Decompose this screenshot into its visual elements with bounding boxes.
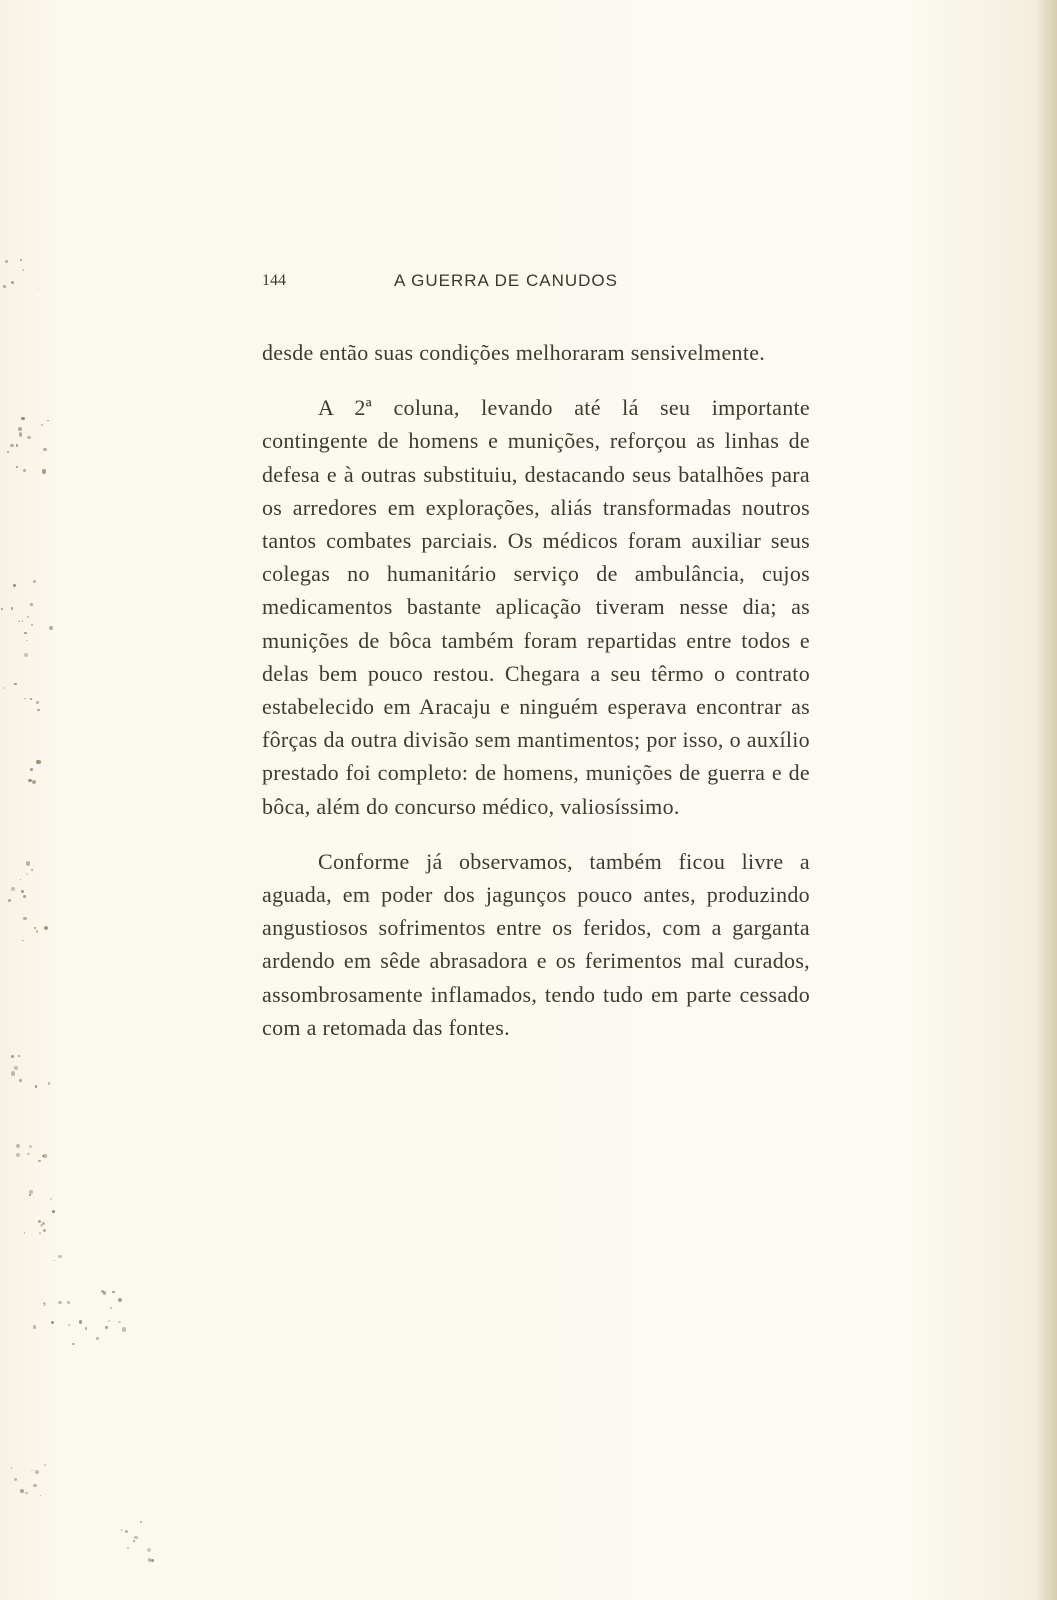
running-header (262, 266, 802, 296)
foxing-speck (3, 687, 5, 689)
foxing-speck (24, 1232, 26, 1234)
foxing-speck (47, 420, 49, 422)
foxing-speck (44, 926, 48, 930)
foxing-speck (42, 469, 46, 473)
foxing-speck (38, 1160, 41, 1163)
foxing-speck (48, 1082, 51, 1085)
foxing-speck (58, 1301, 62, 1305)
foxing-speck (28, 779, 32, 783)
foxing-speck (26, 861, 30, 865)
foxing-speck (33, 1325, 36, 1328)
foxing-speck (31, 1470, 33, 1472)
foxing-speck (40, 1495, 42, 1497)
foxing-speck (24, 653, 28, 657)
foxing-speck (29, 1145, 32, 1148)
paragraph-second-column: A 2ª coluna, levando até lá seu importante contingente de homens e munições, reforçou as linhas de defesa e à outras substituiu, destacando seus batalhões para os arredores em explorações, aliás transformadas noutros tantos combates parciais. Os médicos foram auxiliar seus colegas no humanitário serviço de ambulância, cujos medicamentos bastante aplicação tiveram nesse dia; as munições de bôca também foram repartidas entre todos e delas bem pouco restou. Chegara a seu têrmo o contrato estabelecido em Aracaju e ninguém esperava encontrar as fôrças da outra divisão sem mantimentos; por isso, o auxílio prestado foi completo: de homens, munições de guerra e de bôca, além do concurso médico, valiosíssimo. (262, 395, 810, 819)
foxing-speck (122, 1327, 126, 1331)
foxing-speck (133, 1540, 135, 1542)
foxing-speck (101, 1290, 104, 1293)
foxing-speck (14, 683, 16, 685)
foxing-speck (36, 701, 39, 704)
foxing-speck (49, 626, 53, 630)
foxing-speck (68, 1324, 70, 1326)
foxing-speck (18, 1055, 20, 1057)
foxing-speck (29, 1194, 31, 1196)
foxing-speck (38, 1220, 41, 1223)
foxing-speck (35, 1085, 37, 1087)
foxing-speck (11, 607, 13, 609)
page-edge-shadow (1035, 0, 1057, 1600)
foxing-speck (42, 1155, 44, 1157)
foxing-speck (118, 1298, 122, 1302)
foxing-speck (25, 1492, 28, 1495)
foxing-speck (42, 1222, 45, 1225)
foxing-speck (20, 879, 22, 881)
foxing-speck (1, 608, 3, 610)
foxing-speck (23, 917, 26, 920)
paper-foxing-specks (0, 0, 200, 1600)
foxing-speck (147, 1548, 151, 1552)
foxing-speck (7, 451, 9, 453)
foxing-speck (103, 1291, 107, 1295)
foxing-speck (140, 1521, 142, 1523)
foxing-speck (85, 1327, 87, 1329)
foxing-speck (44, 1303, 46, 1305)
foxing-speck (43, 1229, 46, 1232)
foxing-speck (11, 1071, 15, 1075)
foxing-speck (19, 432, 22, 435)
foxing-speck (20, 259, 22, 261)
foxing-speck (27, 616, 29, 618)
foxing-speck (112, 1291, 115, 1294)
foxing-speck (3, 285, 6, 288)
foxing-speck (105, 1326, 107, 1328)
foxing-speck (29, 1190, 33, 1194)
foxing-speck (20, 1489, 24, 1493)
foxing-speck (30, 698, 32, 700)
foxing-speck (38, 289, 40, 291)
foxing-speck (34, 927, 36, 929)
foxing-speck (148, 1558, 152, 1562)
foxing-speck (43, 448, 46, 451)
foxing-speck (43, 1305, 45, 1307)
foxing-speck (44, 1464, 47, 1467)
foxing-speck (16, 1144, 20, 1148)
foxing-speck (14, 1478, 17, 1481)
foxing-speck (13, 584, 16, 587)
foxing-speck (27, 1153, 30, 1156)
foxing-speck (52, 1210, 55, 1213)
foxing-speck (22, 269, 24, 271)
foxing-speck (151, 1559, 154, 1562)
foxing-speck (16, 1153, 20, 1157)
foxing-speck (43, 1302, 45, 1304)
foxing-speck (51, 1321, 54, 1324)
foxing-speck (127, 1547, 129, 1549)
foxing-speck (118, 1321, 121, 1324)
foxing-speck (39, 1232, 41, 1234)
foxing-speck (125, 1530, 128, 1533)
foxing-speck (21, 890, 24, 893)
foxing-speck (32, 780, 36, 784)
foxing-speck (11, 887, 14, 890)
foxing-speck (11, 1055, 14, 1058)
foxing-speck (31, 624, 33, 626)
foxing-speck (96, 1337, 99, 1340)
foxing-speck (18, 427, 22, 431)
foxing-speck (30, 603, 33, 606)
body-text (262, 336, 810, 1044)
foxing-speck (14, 1066, 18, 1070)
page-number: 144 (262, 272, 286, 289)
foxing-speck (79, 1320, 83, 1324)
foxing-speck (36, 930, 38, 932)
foxing-speck (67, 1301, 70, 1304)
foxing-speck (40, 1224, 43, 1227)
foxing-speck (23, 895, 26, 898)
foxing-speck (24, 632, 27, 635)
foxing-speck (31, 869, 33, 871)
foxing-speck (30, 768, 33, 771)
foxing-speck (19, 434, 22, 437)
foxing-speck (22, 620, 24, 622)
foxing-speck (8, 899, 11, 902)
foxing-speck (16, 444, 19, 447)
paragraph-aguada: Conforme já observamos, também ficou livre a aguada, em poder dos jagunços pouco antes, produzindo angustiosos sofrimentos entre os feridos, com a garganta ardendo em sêde abrasadora e os ferimentos mal curados, assombrosamente inflamados, tendo tudo em parte cessado com a retomada das fontes. (262, 848, 810, 1040)
foxing-speck (26, 640, 28, 642)
foxing-speck (19, 1079, 22, 1082)
foxing-speck (22, 940, 24, 942)
foxing-speck (5, 260, 8, 263)
foxing-speck (21, 417, 25, 421)
foxing-speck (37, 709, 40, 712)
foxing-speck (134, 1536, 138, 1540)
foxing-speck (108, 1320, 110, 1322)
foxing-speck (26, 873, 28, 875)
running-title: A GUERRA DE CANUDOS (394, 271, 618, 290)
foxing-speck (16, 466, 18, 468)
foxing-speck (23, 469, 26, 472)
foxing-speck (41, 424, 43, 426)
foxing-speck (58, 1255, 62, 1259)
foxing-speck (33, 580, 35, 582)
foxing-speck (121, 1529, 123, 1531)
foxing-speck (54, 1260, 56, 1262)
foxing-speck (11, 281, 14, 284)
foxing-speck (33, 1484, 37, 1488)
foxing-speck (43, 1154, 47, 1158)
foxing-speck (36, 760, 40, 764)
foxing-speck (24, 698, 26, 700)
foxing-speck (10, 444, 13, 447)
foxing-speck (72, 1343, 75, 1346)
foxing-speck (11, 1467, 13, 1469)
foxing-speck (18, 621, 20, 623)
paragraph-continuation: desde então suas condições melhoraram sensivelmente. (262, 340, 766, 365)
foxing-speck (110, 1307, 112, 1309)
foxing-speck (35, 1470, 39, 1474)
foxing-speck (27, 436, 30, 439)
foxing-speck (50, 1198, 53, 1201)
